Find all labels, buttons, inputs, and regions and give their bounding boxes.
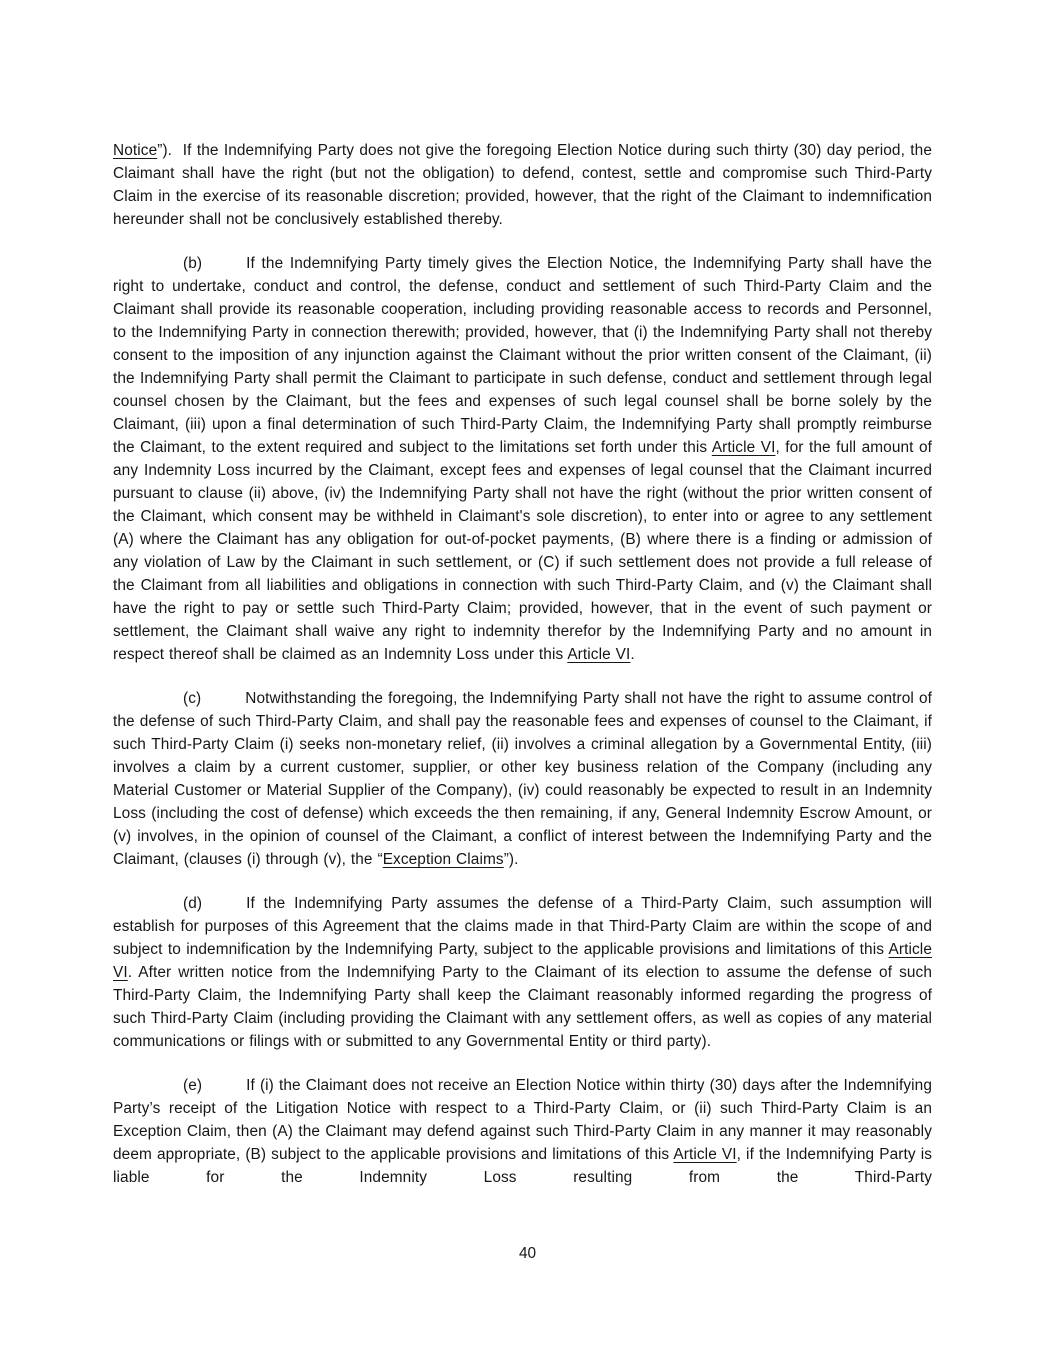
paragraph-e (113, 1074, 932, 1189)
page-number: 40 (518, 1245, 537, 1262)
paragraph-label: (b) (183, 255, 203, 272)
text-run: If the Indemnifying Party assumes the defense of a Third-Party Claim, such assumption will establish for purposes of this Agreement that the claims made in that Third-Party Claim are within the scope of and subject to indemnification by the Indemnifying Party, subject to the applicable provisions and limitations of this (113, 895, 932, 958)
text-run: , if the Indemnifying Party is liable for the Indemnity Loss resulting from the Third-Party (113, 1146, 933, 1186)
paragraph-label: (c) (183, 690, 202, 707)
text-run: If the Indemnifying Party timely gives the Election Notice, the Indemnifying Party shall have the right to undertake, conduct and control, the defense, conduct and settlement of such Third-Party Claim and the Claimant shall provide its reasonable cooperation, including providing reasonable access to records and Personnel, to the Indemnifying Party in connection therewith; provided, however, that (i) the Indemnifying Party shall not thereby consent to the imposition of any injunction against the Claimant without the prior written consent of the Claimant, (ii) the Indemnifying Party shall permit the Claimant to participate in such defense, conduct and settlement through legal counsel chosen by the Claimant, but the fees and expenses of such legal counsel shall be borne solely by the Claimant, (iii) upon a final determination of such Third-Party Claim, the Indemnifying Party shall promptly reimburse the Claimant, to the extent required and subject to the limitations set forth under this (113, 255, 932, 456)
paragraph-label: (d) (183, 895, 203, 912)
text-run: Notwithstanding the foregoing, the Indemnifying Party shall not have the right to assume control of the defense of such Third-Party Claim, and shall pay the reasonable fees and expenses of counsel to the Claimant, if such Third-Party Claim (i) seeks non-monetary relief, (ii) involves a criminal allegation by a Governmental Entity, (iii) involves a claim by a current customer, supplier, or other key business relation of the Company (including any Material Customer or Material Supplier of the Company), (iv) could reasonably be expected to result in an Indemnity Loss (including the cost of defense) which exceeds the then remaining, if any, General Indemnity Escrow Amount, or (v) involves, in the opinion of counsel of the Claimant, a conflict of interest between the Indemnifying Party and the Claimant, (clauses (i) through (v), the “ (113, 690, 932, 868)
underlined-term: Article VI (711, 439, 776, 456)
paragraph-b (113, 252, 932, 666)
paragraph-notice-continuation (113, 139, 932, 231)
paragraph-d (113, 892, 932, 1053)
text-run: . (630, 646, 635, 663)
paragraph-c (113, 687, 932, 871)
underlined-term: Article VI (113, 941, 932, 981)
underlined-term: Notice (113, 142, 158, 159)
paragraph-label: (e) (183, 1077, 203, 1094)
text-run: If (i) the Claimant does not receive an Election Notice within thirty (30) days after the Indemnifying Party’s receipt of the Litigation Notice with respect to a Third-Party Claim, or (ii) such Third-Party Claim is an Exception Claim, then (A) the Claimant may defend against such Third-Party Claim in any manner it may reasonably deem appropriate, (B) subject to the applicable provisions and limitations of this (113, 1077, 932, 1163)
text-run: . After written notice from the Indemnifying Party to the Claimant of its election to assume the defense of such Third-Party Claim, the Indemnifying Party shall keep the Claimant reasonably informed regarding the progress of such Third-Party Claim (including providing the Claimant with any settlement offers, as well as copies of any material communications or filings with or submitted to any Governmental Entity or third party). (113, 964, 932, 1050)
document-body (113, 139, 932, 1210)
underlined-term: Article VI (673, 1146, 737, 1163)
text-run: ”). If the Indemnifying Party does not give the foregoing Election Notice during such thirty (30) day period, the Claimant shall have the right (but not the obligation) to defend, contest, settle and compromise such Third-Party Claim in the exercise of its reasonable discretion; provided, however, that the right of the Claimant to indemnification hereunder shall not be conclusively established thereby. (113, 142, 932, 228)
text-run: , for the full amount of any Indemnity Loss incurred by the Claimant, except fees and expenses of legal counsel that the Claimant incurred pursuant to clause (ii) above, (iv) the Indemnifying Party shall not have the right (without the prior written consent of the Claimant, which consent may be withheld in Claimant's sole discretion), to enter into or agree to any settlement (A) where the Claimant has any obligation for out-of-pocket payments, (B) where there is a finding or admission of any violation of Law by the Claimant in such settlement, or (C) if such settlement does not provide a full release of the Claimant from all liabilities and obligations in connection with such Third-Party Claim, and (v) the Claimant shall have the right to pay or settle such Third-Party Claim; provided, however, that in the event of such payment or settlement, the Claimant shall waive any right to indemnity therefor by the Indemnifying Party and no amount in respect thereof shall be claimed as an Indemnity Loss under this (113, 439, 932, 663)
underlined-term: Article VI (567, 646, 631, 663)
text-run: ”). (503, 851, 519, 868)
underlined-term: Exception Claims (382, 851, 504, 868)
